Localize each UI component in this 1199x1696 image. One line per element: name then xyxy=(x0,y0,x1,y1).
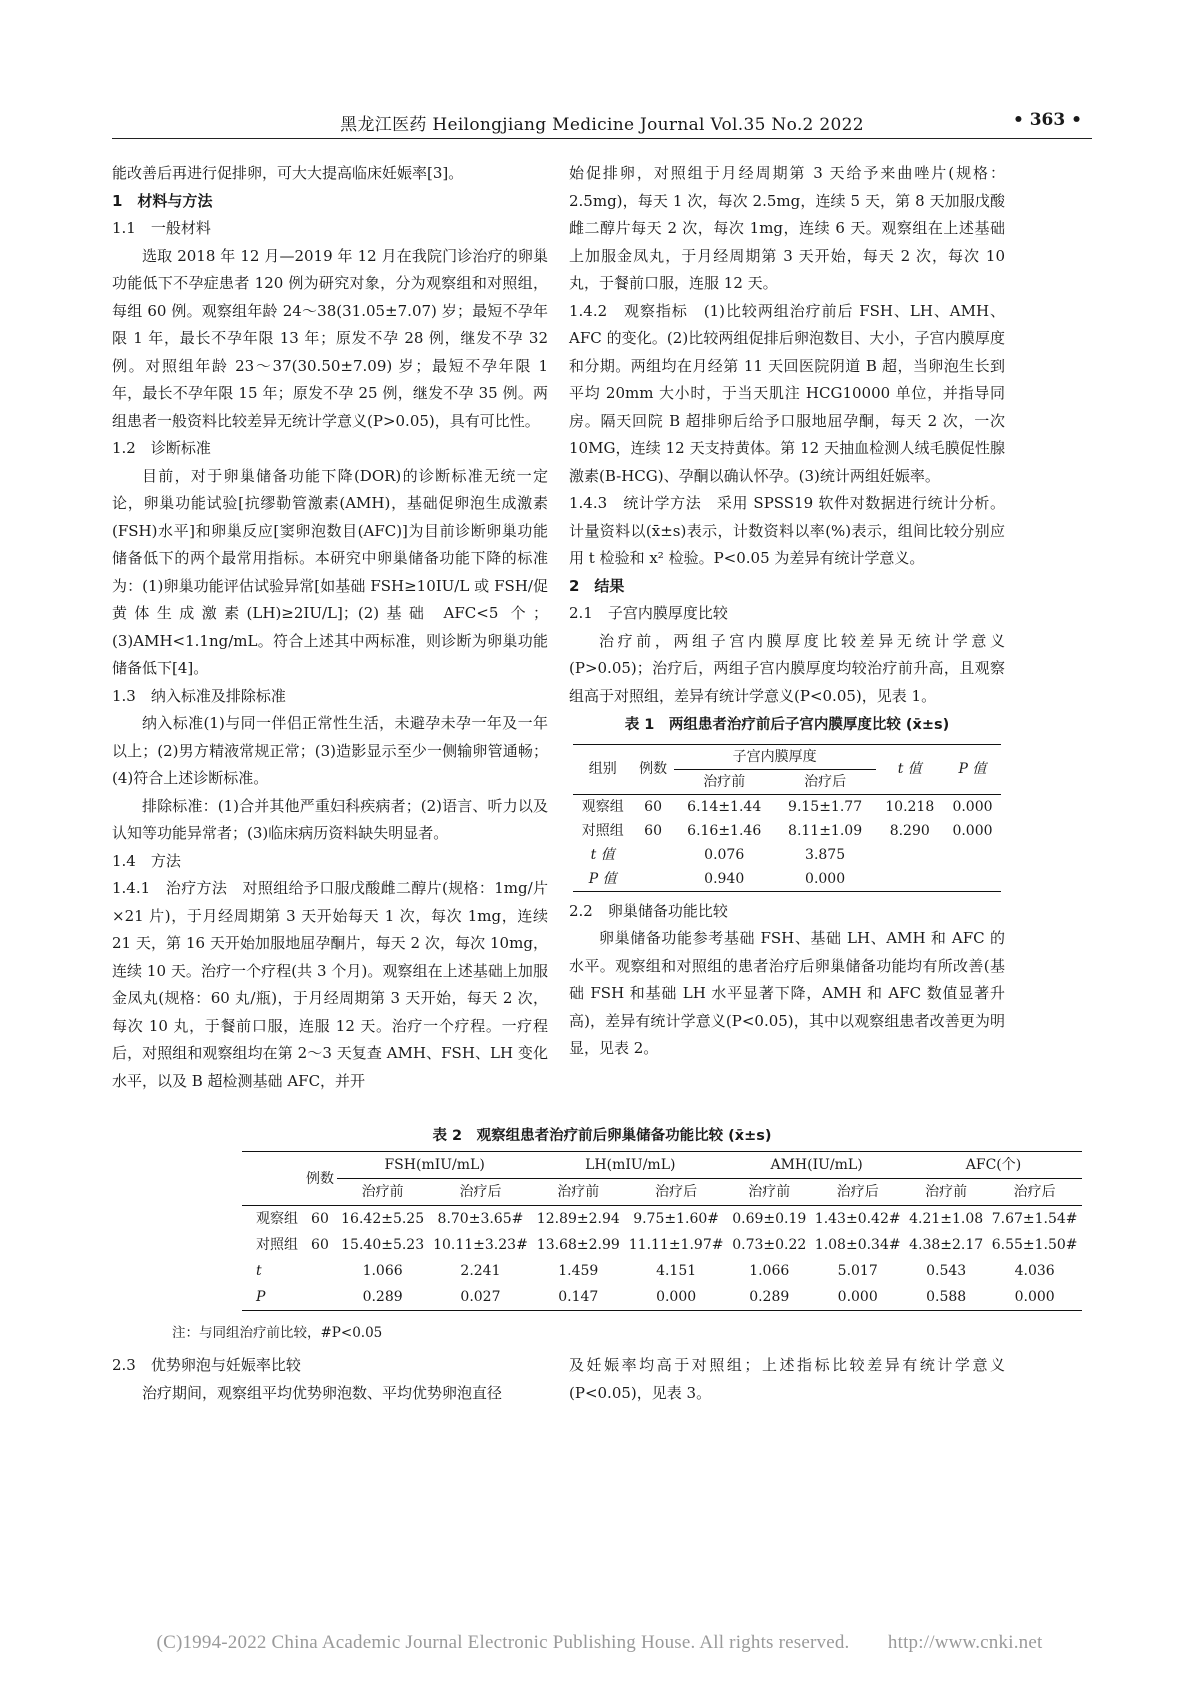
paragraph: 1.4.1 治疗方法 对照组给予口服戊酸雌二醇片(规格：1mg/片×21 片)，于月经周期第 3 天开始每天 1 次，每次 1mg，连续 21 天，第 16 天开始加服地屈孕酮片，每天 2 次，每次 10mg，连续 10 天。治疗一个疗程(共 3 个月)。观察组在上述基础上加服金凤丸(规格：60 丸/瓶)，于月经周期第 3 天开始，每天 2 次，每次 10 丸，于餐前口服，连服 12 天。治疗一个疗程。一疗程后，对照组和观察组均在第 2～3 天复查 AMH、FSH、LH 变化水平，以及 B 超检测基础 AFC，并开 xyxy=(112,879,548,1090)
table-cell: 10.218 xyxy=(885,798,935,815)
journal-title: 黑龙江医药 Heilongjiang Medicine Journal Vol.35 No.2 2022 xyxy=(340,115,864,135)
table-row xyxy=(573,843,1001,867)
table-cell: 1.066 xyxy=(749,1263,790,1279)
table-header: 例数 xyxy=(303,1152,337,1206)
copyright-footer: (C)1994-2022 China Academic Journal Electronic Publishing House. All rights reserved. http://www.cnki.net xyxy=(156,1632,1043,1653)
table-cell: t xyxy=(256,1263,262,1279)
table-cell: 9.75±1.60# xyxy=(633,1211,720,1227)
table-header: 子宫内膜厚度 xyxy=(674,744,876,769)
table-cell: 观察组 xyxy=(256,1211,298,1227)
paragraph: 始促排卵，对照组于月经周期第 3 天给予来曲唑片(规格：2.5mg)，每天 1 次，每次 2.5mg，连续 5 天，第 8 天加服戊酸雌二醇片每天 2 次，每次 1mg，连续 6 天。观察组在上述基础上加服金凤丸，于月经周期第 3 天开始，每天 2 次，每次 10 丸，于餐前口服，连服 12 天。 xyxy=(569,164,1005,292)
table-cell: 0.076 xyxy=(704,846,745,863)
table-cell: 8.70±3.65# xyxy=(437,1211,524,1227)
table-header: 治疗前 xyxy=(337,1179,429,1206)
subsection-heading: 2.3 优势卵泡与妊娠率比较 xyxy=(112,1356,301,1374)
table-cell: 4.38±2.17 xyxy=(909,1237,984,1253)
table-header: 治疗前 xyxy=(905,1179,987,1206)
table-header: 例数 xyxy=(632,744,673,794)
table-cell: 0.000 xyxy=(952,798,993,815)
table-cell: 6.16±1.46 xyxy=(687,822,762,839)
table-cell xyxy=(876,843,944,867)
table-header: AFC(个) xyxy=(905,1152,1082,1179)
table-header: 治疗前 xyxy=(532,1179,624,1206)
section-heading: 2 结果 xyxy=(569,576,625,595)
table-cell: 0.289 xyxy=(362,1289,403,1305)
table-cell: 0.69±0.19 xyxy=(732,1211,807,1227)
table-cell xyxy=(876,867,944,892)
paragraph: 选取 2018 年 12 月—2019 年 12 月在我院门诊治疗的卵巢功能低下不孕症患者 120 例为研究对象，分为观察组和对照组，每组 60 例。观察组年龄 24～38(31.05±7.07) 岁；最短不孕年限 1 年，最长不孕年限 13 年；原发不孕 28 例，继发不孕 32 例。对照组年龄 23～37(30.50±7.09) 岁；最短不孕年限 1 年，最长不孕年限 15 年；原发不孕 25 例，继发不孕 35 例。两组患者一般资料比较差异无统计学意义(P>0.05)，具有可比性。 xyxy=(112,246,548,430)
table-cell: 60 xyxy=(311,1237,329,1253)
subsection-heading: 1.1 一般材料 xyxy=(112,219,211,237)
table-header: t 值 xyxy=(876,744,944,794)
bottom-right-column xyxy=(569,1352,1005,1407)
table2 xyxy=(242,1151,1082,1311)
table-row xyxy=(573,819,1001,843)
table-header: 治疗后 xyxy=(624,1179,728,1206)
table-header: 治疗前 xyxy=(674,769,775,794)
table-cell: 12.89±2.94 xyxy=(536,1211,620,1227)
subsection-heading: 2.1 子宫内膜厚度比较 xyxy=(569,604,728,622)
running-header xyxy=(112,110,1092,139)
table2-note: 注：与同组治疗前比较，#P<0.05 xyxy=(172,1325,383,1341)
table-cell: 4.21±1.08 xyxy=(909,1211,984,1227)
table-cell: 0.000 xyxy=(837,1289,878,1305)
table2-block xyxy=(112,1122,1092,1341)
table-cell: 16.42±5.25 xyxy=(341,1211,425,1227)
table-cell: 0.000 xyxy=(656,1289,697,1305)
table1 xyxy=(573,744,1001,892)
table-cell: 8.290 xyxy=(889,822,930,839)
table-cell: P 值 xyxy=(588,870,617,887)
table-cell: 5.017 xyxy=(837,1263,878,1279)
table-cell: 11.11±1.97# xyxy=(628,1237,724,1253)
table-header: 治疗后 xyxy=(428,1179,532,1206)
table-row xyxy=(573,794,1001,819)
table-cell: 对照组 xyxy=(581,822,624,839)
table-cell xyxy=(632,867,673,892)
table-cell: 10.11±3.23# xyxy=(433,1237,528,1253)
table-cell: 60 xyxy=(311,1211,329,1227)
paragraph: 治疗期间，观察组平均优势卵泡数、平均优势卵泡直径 xyxy=(142,1383,503,1402)
table-cell: 0.000 xyxy=(952,822,993,839)
table-row xyxy=(242,1232,1082,1258)
table-header: 治疗后 xyxy=(775,769,876,794)
table-cell: 8.11±1.09 xyxy=(788,822,863,839)
paragraph: 1.4.2 观察指标 (1)比较两组治疗前后 FSH、LH、AMH、AFC 的变化。(2)比较两组促排后卵泡数目、大小，子宫内膜厚度和分期。两组均在月经第 11 天回医院阴道 B 超，当卵泡生长到平均 20mm 大小时，于当天肌注 HCG10000 单位，并指导同房。隔天回院 B 超排卵后给予口服地屈孕酮，每天 2 次，一次 10MG，连续 12 天支持黄体。第 12 天抽血检测人绒毛膜促性腺激素(B-HCG)、孕酮以确认怀孕。(3)统计两组妊娠率。 xyxy=(569,301,1005,485)
table-header: 组别 xyxy=(573,744,632,794)
table-header: FSH(mIU/mL) xyxy=(337,1152,533,1179)
table-header: 治疗前 xyxy=(728,1179,810,1206)
table-cell: 0.147 xyxy=(558,1289,599,1305)
table-header: LH(mIU/mL) xyxy=(532,1152,728,1179)
table-cell: t 值 xyxy=(590,846,615,863)
table-cell xyxy=(632,843,673,867)
paragraph: 纳入标准(1)与同一伴侣正常性生活，未避孕未孕一年及一年以上；(2)男方精液常规正常；(3)造影显示至少一侧输卵管通畅；(4)符合上述诊断标准。 xyxy=(112,714,548,787)
table-cell: 1.43±0.42# xyxy=(814,1211,901,1227)
table-cell: P xyxy=(256,1289,266,1305)
table-cell xyxy=(303,1284,337,1311)
table-cell: 3.875 xyxy=(805,846,846,863)
table-cell: 4.036 xyxy=(1014,1263,1055,1279)
table-row xyxy=(242,1284,1082,1311)
subsection-heading: 1.2 诊断标准 xyxy=(112,439,211,457)
table-cell: 6.55±1.50# xyxy=(991,1237,1078,1253)
table-cell: 60 xyxy=(644,822,662,839)
table-cell: 0.940 xyxy=(704,870,745,887)
table-cell: 0.000 xyxy=(1014,1289,1055,1305)
table-header: AMH(IU/mL) xyxy=(728,1152,905,1179)
table2-caption: 表 2 观察组患者治疗前后卵巢储备功能比较 (x̄±s) xyxy=(432,1128,772,1144)
left-column xyxy=(112,160,548,1095)
table-cell: 1.459 xyxy=(558,1263,599,1279)
table-cell xyxy=(944,843,1001,867)
table-row xyxy=(242,1258,1082,1284)
table-cell: 0.588 xyxy=(926,1289,967,1305)
table-cell: 1.066 xyxy=(362,1263,403,1279)
table-row xyxy=(573,867,1001,892)
table-header: 治疗后 xyxy=(810,1179,905,1206)
table-header: 治疗后 xyxy=(987,1179,1082,1206)
table-cell: 15.40±5.23 xyxy=(341,1237,425,1253)
paragraph: 能改善后再进行促排卵，可大大提高临床妊娠率[3]。 xyxy=(112,164,464,182)
table-cell: 对照组 xyxy=(256,1237,298,1253)
table-cell xyxy=(303,1258,337,1284)
page-number: • 363 • xyxy=(1012,110,1082,130)
table-cell: 0.543 xyxy=(926,1263,967,1279)
paragraph: 排除标准：(1)合并其他严重妇科疾病者；(2)语言、听力以及认知等功能异常者；(3)临床病历资料缺失明显者。 xyxy=(112,796,548,842)
paragraph: 治疗前，两组子宫内膜厚度比较差异无统计学意义(P>0.05)；治疗后，两组子宫内膜厚度均较治疗前升高，且观察组高于对照组，差异有统计学意义(P<0.05)，见表 1。 xyxy=(569,631,1005,705)
bottom-left-column xyxy=(112,1352,548,1407)
right-column xyxy=(569,160,1005,1063)
subsection-heading: 1.3 纳入标准及排除标准 xyxy=(112,686,286,705)
table-cell: 观察组 xyxy=(581,798,624,815)
table-cell: 6.14±1.44 xyxy=(687,798,762,815)
table-cell: 0.027 xyxy=(460,1289,501,1305)
subsection-heading: 2.2 卵巢储备功能比较 xyxy=(569,901,728,920)
table-cell: 60 xyxy=(644,798,662,815)
paragraph: 卵巢储备功能参考基础 FSH、基础 LH、AMH 和 AFC 的水平。观察组和对照组的患者治疗后卵巢储备功能均有所改善(基础 FSH 和基础 LH 水平显著下降，AMH 和 AFC 数值显著升高)，差异有统计学意义(P<0.05)，其中以观察组患者改善更为明显，见表 2。 xyxy=(569,929,1005,1057)
table-row xyxy=(242,1206,1082,1233)
table-cell: 4.151 xyxy=(656,1263,697,1279)
table-cell xyxy=(944,867,1001,892)
paragraph: 目前，对于卵巢储备功能下降(DOR)的诊断标准无统一定论，卵巢功能试验[抗缪勒管激素(AMH)，基础促卵泡生成激素(FSH)水平]和卵巢反应[窦卵泡数目(AFC)]为目前诊断卵巢功能储备低下的两个最常用指标。本研究中卵巢储备功能下降的标准为：(1)卵巢功能评估试验异常[如基础 FSH≥10IU/L 或 FSH/促黄体生成激素(LH)≥2IU/L]；(2)基础 AFC<5 个；(3)AMH<1.1ng/mL。符合上述其中两标准，则诊断为卵巢功能储备低下[4]。 xyxy=(112,466,548,677)
table-cell: 13.68±2.99 xyxy=(536,1237,620,1253)
table-cell: 7.67±1.54# xyxy=(991,1211,1078,1227)
table-cell: 1.08±0.34# xyxy=(814,1237,901,1253)
section-heading: 1 材料与方法 xyxy=(112,191,213,210)
table-cell: 0.000 xyxy=(805,870,846,887)
table-cell: 0.289 xyxy=(749,1289,790,1305)
table-header: P 值 xyxy=(944,744,1001,794)
paragraph: 1.4.3 统计学方法 采用 SPSS19 软件对数据进行统计分析。计量资料以(x̄±s)表示，计数资料以率(%)表示，组间比较分别应用 t 检验和 x² 检验。P<0.05 为差异有统计学意义。 xyxy=(569,494,1005,567)
table-cell: 2.241 xyxy=(460,1263,501,1279)
subsection-heading: 1.4 方法 xyxy=(112,851,181,870)
table1-caption: 表 1 两组患者治疗前后子宫内膜厚度比较 (x̄±s) xyxy=(624,717,950,733)
paragraph: 及妊娠率均高于对照组；上述指标比较差异有统计学意义(P<0.05)，见表 3。 xyxy=(569,1356,1005,1402)
table-cell: 9.15±1.77 xyxy=(788,798,863,815)
table-cell: 0.73±0.22 xyxy=(732,1237,807,1253)
table-header xyxy=(242,1152,303,1206)
